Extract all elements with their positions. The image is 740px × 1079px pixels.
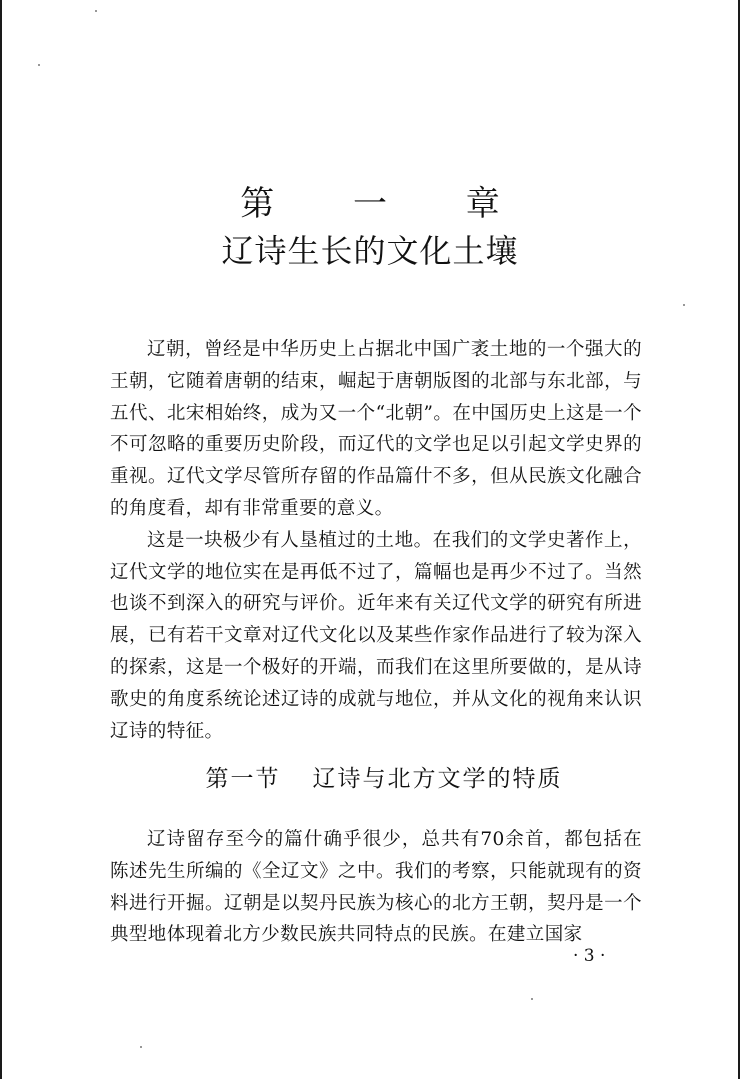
scan-speck bbox=[140, 1046, 142, 1048]
scan-speck bbox=[531, 998, 533, 1000]
paragraph: 辽诗留存至今的篇什确乎很少，总共有70余首，都包括在陈述先生所编的《全辽文》之中。我们的考察，只能就现有的资料进行开掘。辽朝是以契丹民族为核心的北方王朝，契丹是一个典型地体现着北方少数民族共同特点的民族。在建立国家 bbox=[110, 829, 642, 946]
section-heading bbox=[0, 762, 740, 796]
page-number: · 3 · bbox=[573, 946, 606, 966]
scan-speck bbox=[683, 304, 685, 306]
intro-text bbox=[110, 334, 642, 747]
chapter-label: 第 一 章 bbox=[240, 184, 534, 224]
chapter-title: 辽诗生长的文化土壤 bbox=[221, 232, 519, 270]
scan-speck bbox=[38, 64, 40, 66]
section-text bbox=[110, 824, 642, 951]
paragraph: 这是一块极少有人垦植过的土地。在我们的文学史著作上，辽代文学的地位实在是再低不过了，篇幅也是再少不过了。当然也谈不到深入的研究与评价。近年来有关辽代文学的研究有所进展，已有若干文章对辽代文化以及某些作家作品进行了较为深入的探索，这是一个极好的开端，而我们在这里所要做的，是从诗歌史的角度系统论述辽诗的成就与地位，并从文化的视角来认识辽诗的特征。 bbox=[110, 529, 642, 742]
section-number: 第一节 bbox=[205, 766, 281, 792]
scan-edge-left bbox=[0, 0, 2, 1079]
section-title: 辽诗与北方文学的特质 bbox=[312, 766, 563, 792]
paragraph: 辽朝，曾经是中华历史上占据北中国广袤土地的一个强大的王朝，它随着唐朝的结束，崛起于唐朝版图的北部与东北部，与五代、北宋相始终，成为又一个“北朝”。在中国历史上这是一个不可忽略的重要历史阶段，而辽代的文学也足以引起文学史界的重视。辽代文学尽管所存留的作品篇什不多，但从民族文化融合的角度看，却有非常重要的意义。 bbox=[110, 339, 642, 519]
scan-speck bbox=[95, 10, 97, 12]
